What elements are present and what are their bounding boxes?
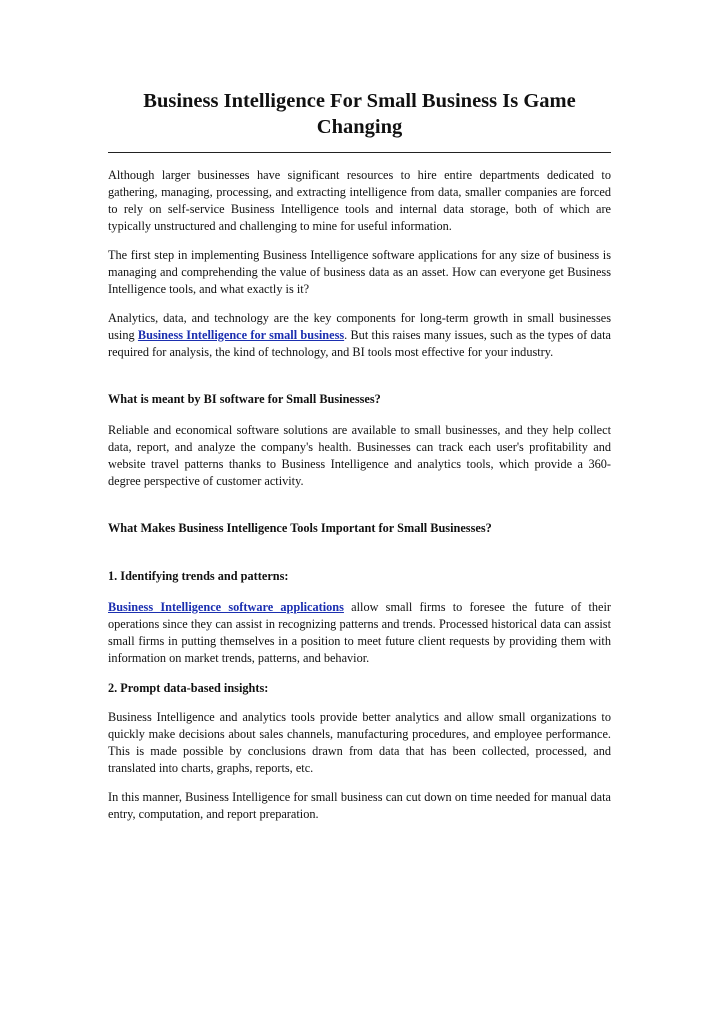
intro-paragraph: Although larger businesses have significant resources to hire entire departments dedicated to gathering, managing, processing, and extracting intelligence from data, smaller companies are forced to rely on self-service Business Intelligence tools and internal data storage, both of which are typically unstructured and challenging to mine for useful information. — [108, 168, 611, 233]
title-divider — [108, 152, 611, 153]
trends-paragraph — [108, 599, 611, 667]
heading-trends: 1. Identifying trends and patterns: — [108, 569, 289, 583]
closing-paragraph: In this manner, Business Intelligence for small business can cut down on time needed for manual data entry, computation, and report preparation. — [108, 790, 611, 821]
bi-small-business-link[interactable]: Business Intelligence for small business — [137, 328, 345, 342]
heading-what-is-bi: What is meant by BI software for Small Businesses? — [108, 392, 381, 406]
document-page — [108, 88, 611, 823]
prompt-paragraph: Business Intelligence and analytics tools provide better analytics and allow small organizations to quickly make decisions about sales channels, manufacturing procedures, and employee performance. This is made possible by conclusions drawn from data that has been collected, processed, and translated into charts, graphs, reports, etc. — [108, 710, 611, 775]
analytics-text-before: Analytics, data, and technology are the key components for long-term growth in small businesses using — [108, 311, 611, 342]
analytics-text-after: . But this raises many issues, such as the types of data required for analysis, the kind of technology, and BI tools most effective for your industry. — [108, 328, 611, 359]
bi-software-applications-link[interactable]: Business Intelligence software applications — [108, 600, 344, 614]
first-step-paragraph: The first step in implementing Business Intelligence software applications for any size of business is managing and comprehending the value of business data as an asset. How can everyone get Business Intelligence tools, and what exactly is it? — [108, 248, 611, 296]
analytics-paragraph — [108, 310, 611, 361]
trends-text-after: allow small firms to foresee the future of their operations since they can assist in recognizing patterns and trends. Processed historical data can assist small firms in putting themselves in a position to meet future client requests by providing them with information on market trends, patterns, and behavior. — [108, 600, 611, 665]
page-title: Business Intelligence For Small Business Is Game Changing — [143, 90, 576, 138]
heading-insights: 2. Prompt data-based insights: — [108, 681, 269, 695]
heading-why-important: What Makes Business Intelligence Tools Important for Small Businesses? — [108, 521, 492, 535]
reliable-paragraph: Reliable and economical software solutions are available to small businesses, and they help collect data, report, and analyze the company's health. Businesses can track each user's profitability and website travel patterns thanks to Business Intelligence and analytics tools, which provide a 360-degree perspective of customer activity. — [108, 423, 611, 488]
